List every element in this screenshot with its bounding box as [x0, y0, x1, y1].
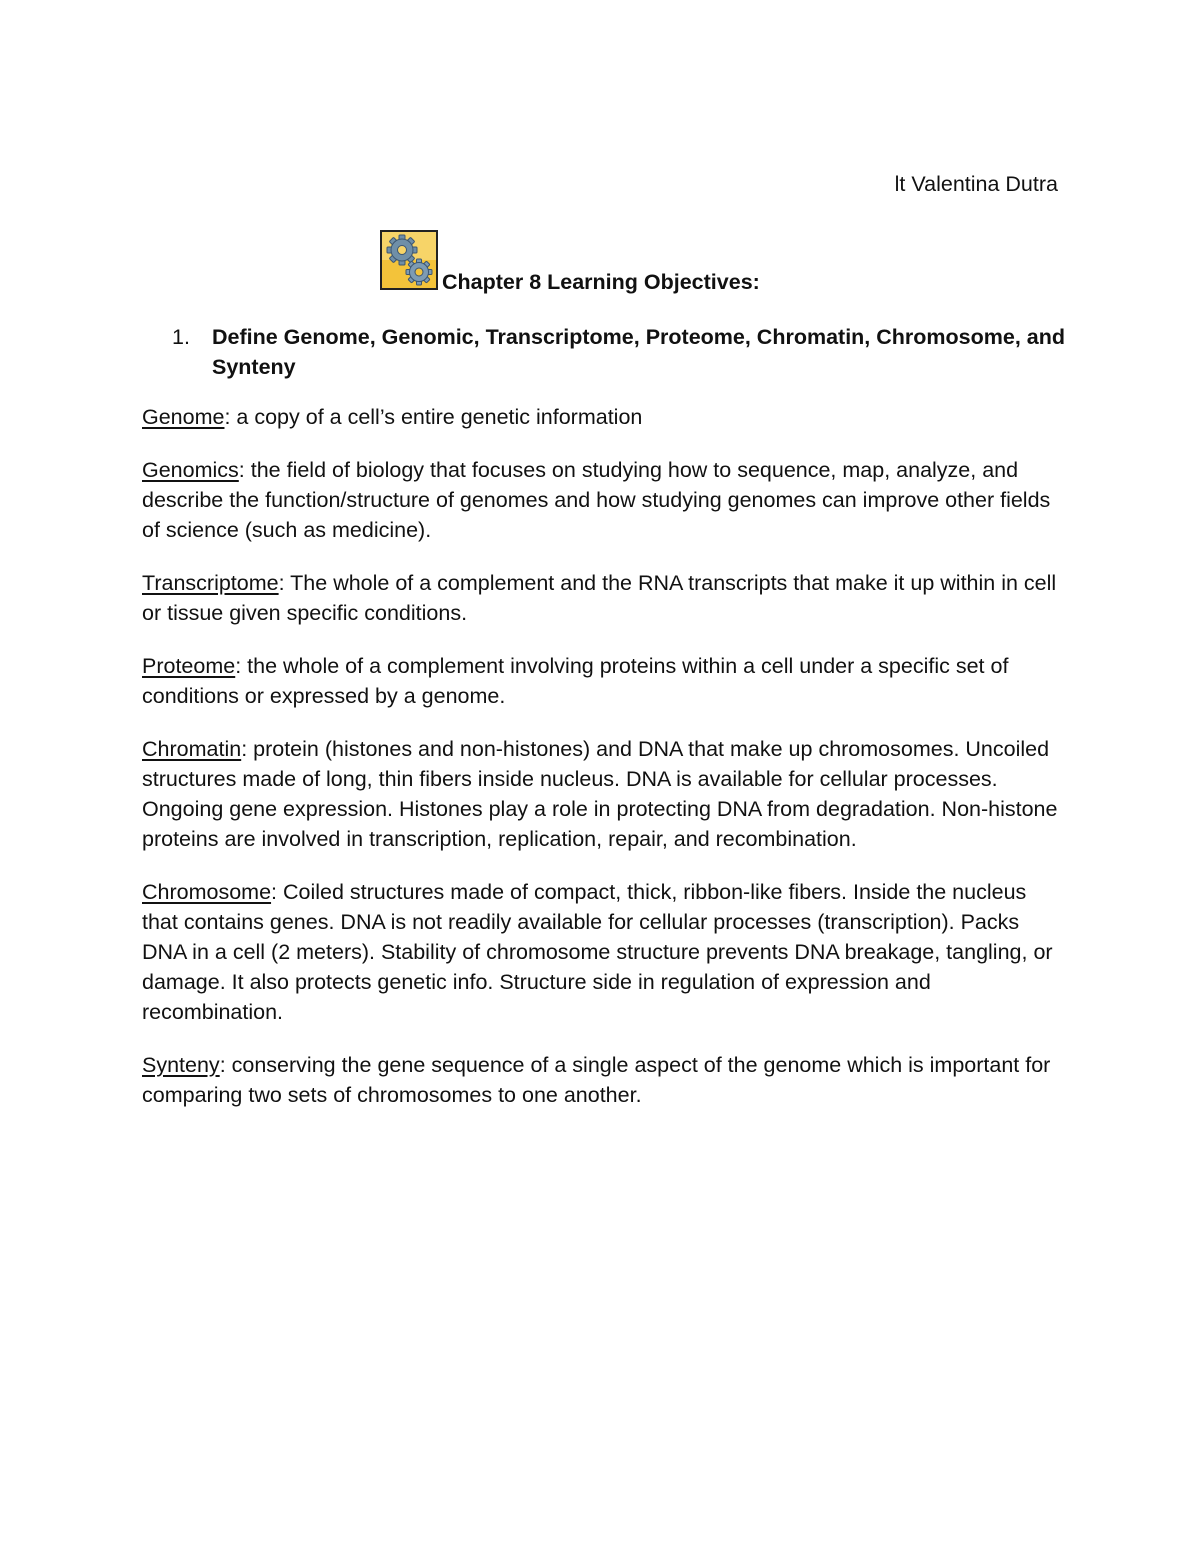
- definition-body: : The whole of a complement and the RNA transcripts that make it up within in cell or tissue given specific conditions.: [142, 571, 1057, 625]
- definitions-list: [142, 402, 1062, 1133]
- definition-body: : the field of biology that focuses on studying how to sequence, map, analyze, and describe the function/structure of genomes and how studying genomes can improve other fields of science (such as medicine).: [142, 458, 1051, 542]
- definition-genome: [142, 402, 1062, 432]
- definition-term: Genome: [142, 405, 225, 429]
- definition-body: : protein (histones and non-histones) and DNA that make up chromosomes. Uncoiled structures made of long, thin fibers inside nucleus. DNA is available for cellular processes. Ongoing gene expression. Histones play a role in protecting DNA from degradation. Non-histone proteins are involved in transcription, replication, repair, and recombination.: [142, 737, 1058, 851]
- definition-synteny: [142, 1050, 1062, 1110]
- definition-body: : the whole of a complement involving proteins within a cell under a specific set of conditions or expressed by a genome.: [142, 654, 1009, 708]
- definition-chromosome: [142, 877, 1062, 1027]
- definition-term: Synteny: [142, 1053, 220, 1077]
- learning-objective: [172, 322, 1072, 382]
- definition-term: Chromatin: [142, 737, 242, 761]
- definition-proteome: [142, 651, 1062, 711]
- definition-term: Genomics: [142, 458, 239, 482]
- definition-body: : a copy of a cell’s entire genetic information: [224, 405, 643, 429]
- objective-number: 1.: [172, 325, 190, 349]
- gears-icon: [380, 230, 438, 290]
- definition-chromatin: [142, 734, 1062, 854]
- definition-term: Chromosome: [142, 880, 272, 904]
- definition-transcriptome: [142, 568, 1062, 628]
- definition-genomics: [142, 455, 1062, 545]
- author-name: lt Valentina Dutra: [894, 172, 1058, 196]
- definition-term: Proteome: [142, 654, 236, 678]
- chapter-heading: [380, 224, 760, 294]
- definition-term: Transcriptome: [142, 571, 279, 595]
- chapter-title: Chapter 8 Learning Objectives:: [442, 270, 760, 294]
- objective-text: Define Genome, Genomic, Transcriptome, Proteome, Chromatin, Chromosome, and Synteny: [212, 325, 1065, 379]
- definition-body: : Coiled structures made of compact, thick, ribbon-like fibers. Inside the nucleus that contains genes. DNA is not readily available for cellular processes (transcription). Packs DNA in a cell (2 meters). Stability of chromosome structure prevents DNA breakage, tangling, or damage. It also protects genetic info. Structure side in regulation of expression and recombination.: [142, 880, 1053, 1024]
- definition-body: : conserving the gene sequence of a single aspect of the genome which is important for comparing two sets of chromosomes to one another.: [142, 1053, 1051, 1107]
